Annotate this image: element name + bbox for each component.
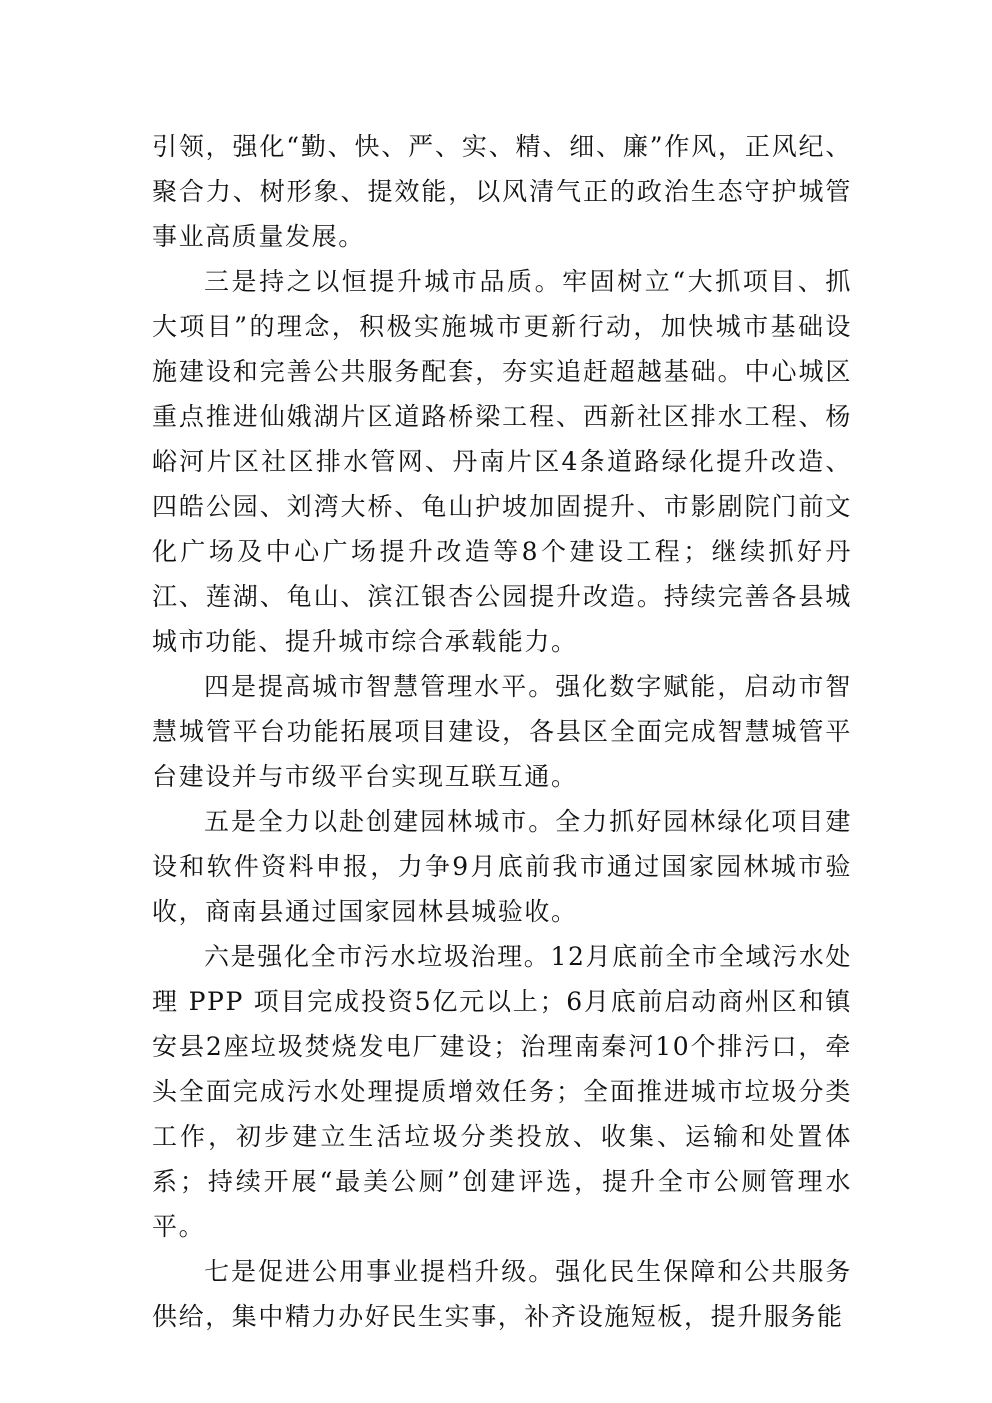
- paragraph-garden-city: 五是全力以赴创建园林城市。全力抓好园林绿化项目建设和软件资料申报，力争9月底前我市通过国家园林城市验收，商南县通过国家园林县城验收。: [152, 807, 852, 926]
- paragraph-sewage-garbage: 六是强化全市污水垃圾治理。12月底前全市全域污水处理 PPP 项目完成投资5亿元以上；6月底前启动商州区和镇安县2座垃圾焚烧发电厂建设；治理南秦河10个排污口，牵头全面完成污水处理提质增效任务；全面推进城市垃圾分类工作，初步建立生活垃圾分类投放、收集、运输和处置体系；持续开展“最美公厕”创建评选，提升全市公厕管理水平。: [152, 942, 852, 1241]
- document-body: [152, 124, 852, 1339]
- paragraph-smart-management: 四是提高城市智慧管理水平。强化数字赋能，启动市智慧城管平台功能拓展项目建设，各县区全面完成智慧城管平台建设并与市级平台实现互联互通。: [152, 672, 852, 791]
- paragraph-city-quality: 三是持之以恒提升城市品质。牢固树立“大抓项目、抓大项目”的理念，积极实施城市更新行动，加快城市基础设施建设和完善公共服务配套，夯实追赶超越基础。中心城区重点推进仙娥湖片区道路桥梁工程、西新社区排水工程、杨峪河片区社区排水管网、丹南片区4条道路绿化提升改造、四皓公园、刘湾大桥、龟山护坡加固提升、市影剧院门前文化广场及中心广场提升改造等8个建设工程；继续抓好丹江、莲湖、龟山、滨江银杏公园提升改造。持续完善各县城城市功能、提升城市综合承载能力。: [152, 267, 852, 656]
- paragraph-continuation: 引领，强化“勤、快、严、实、精、细、廉”作风，正风纪、聚合力、树形象、提效能，以风清气正的政治生态守护城管事业高质量发展。: [152, 132, 852, 251]
- paragraph-public-utilities: 七是促进公用事业提档升级。强化民生保障和公共服务供给，集中精力办好民生实事，补齐设施短板，提升服务能: [152, 1257, 852, 1331]
